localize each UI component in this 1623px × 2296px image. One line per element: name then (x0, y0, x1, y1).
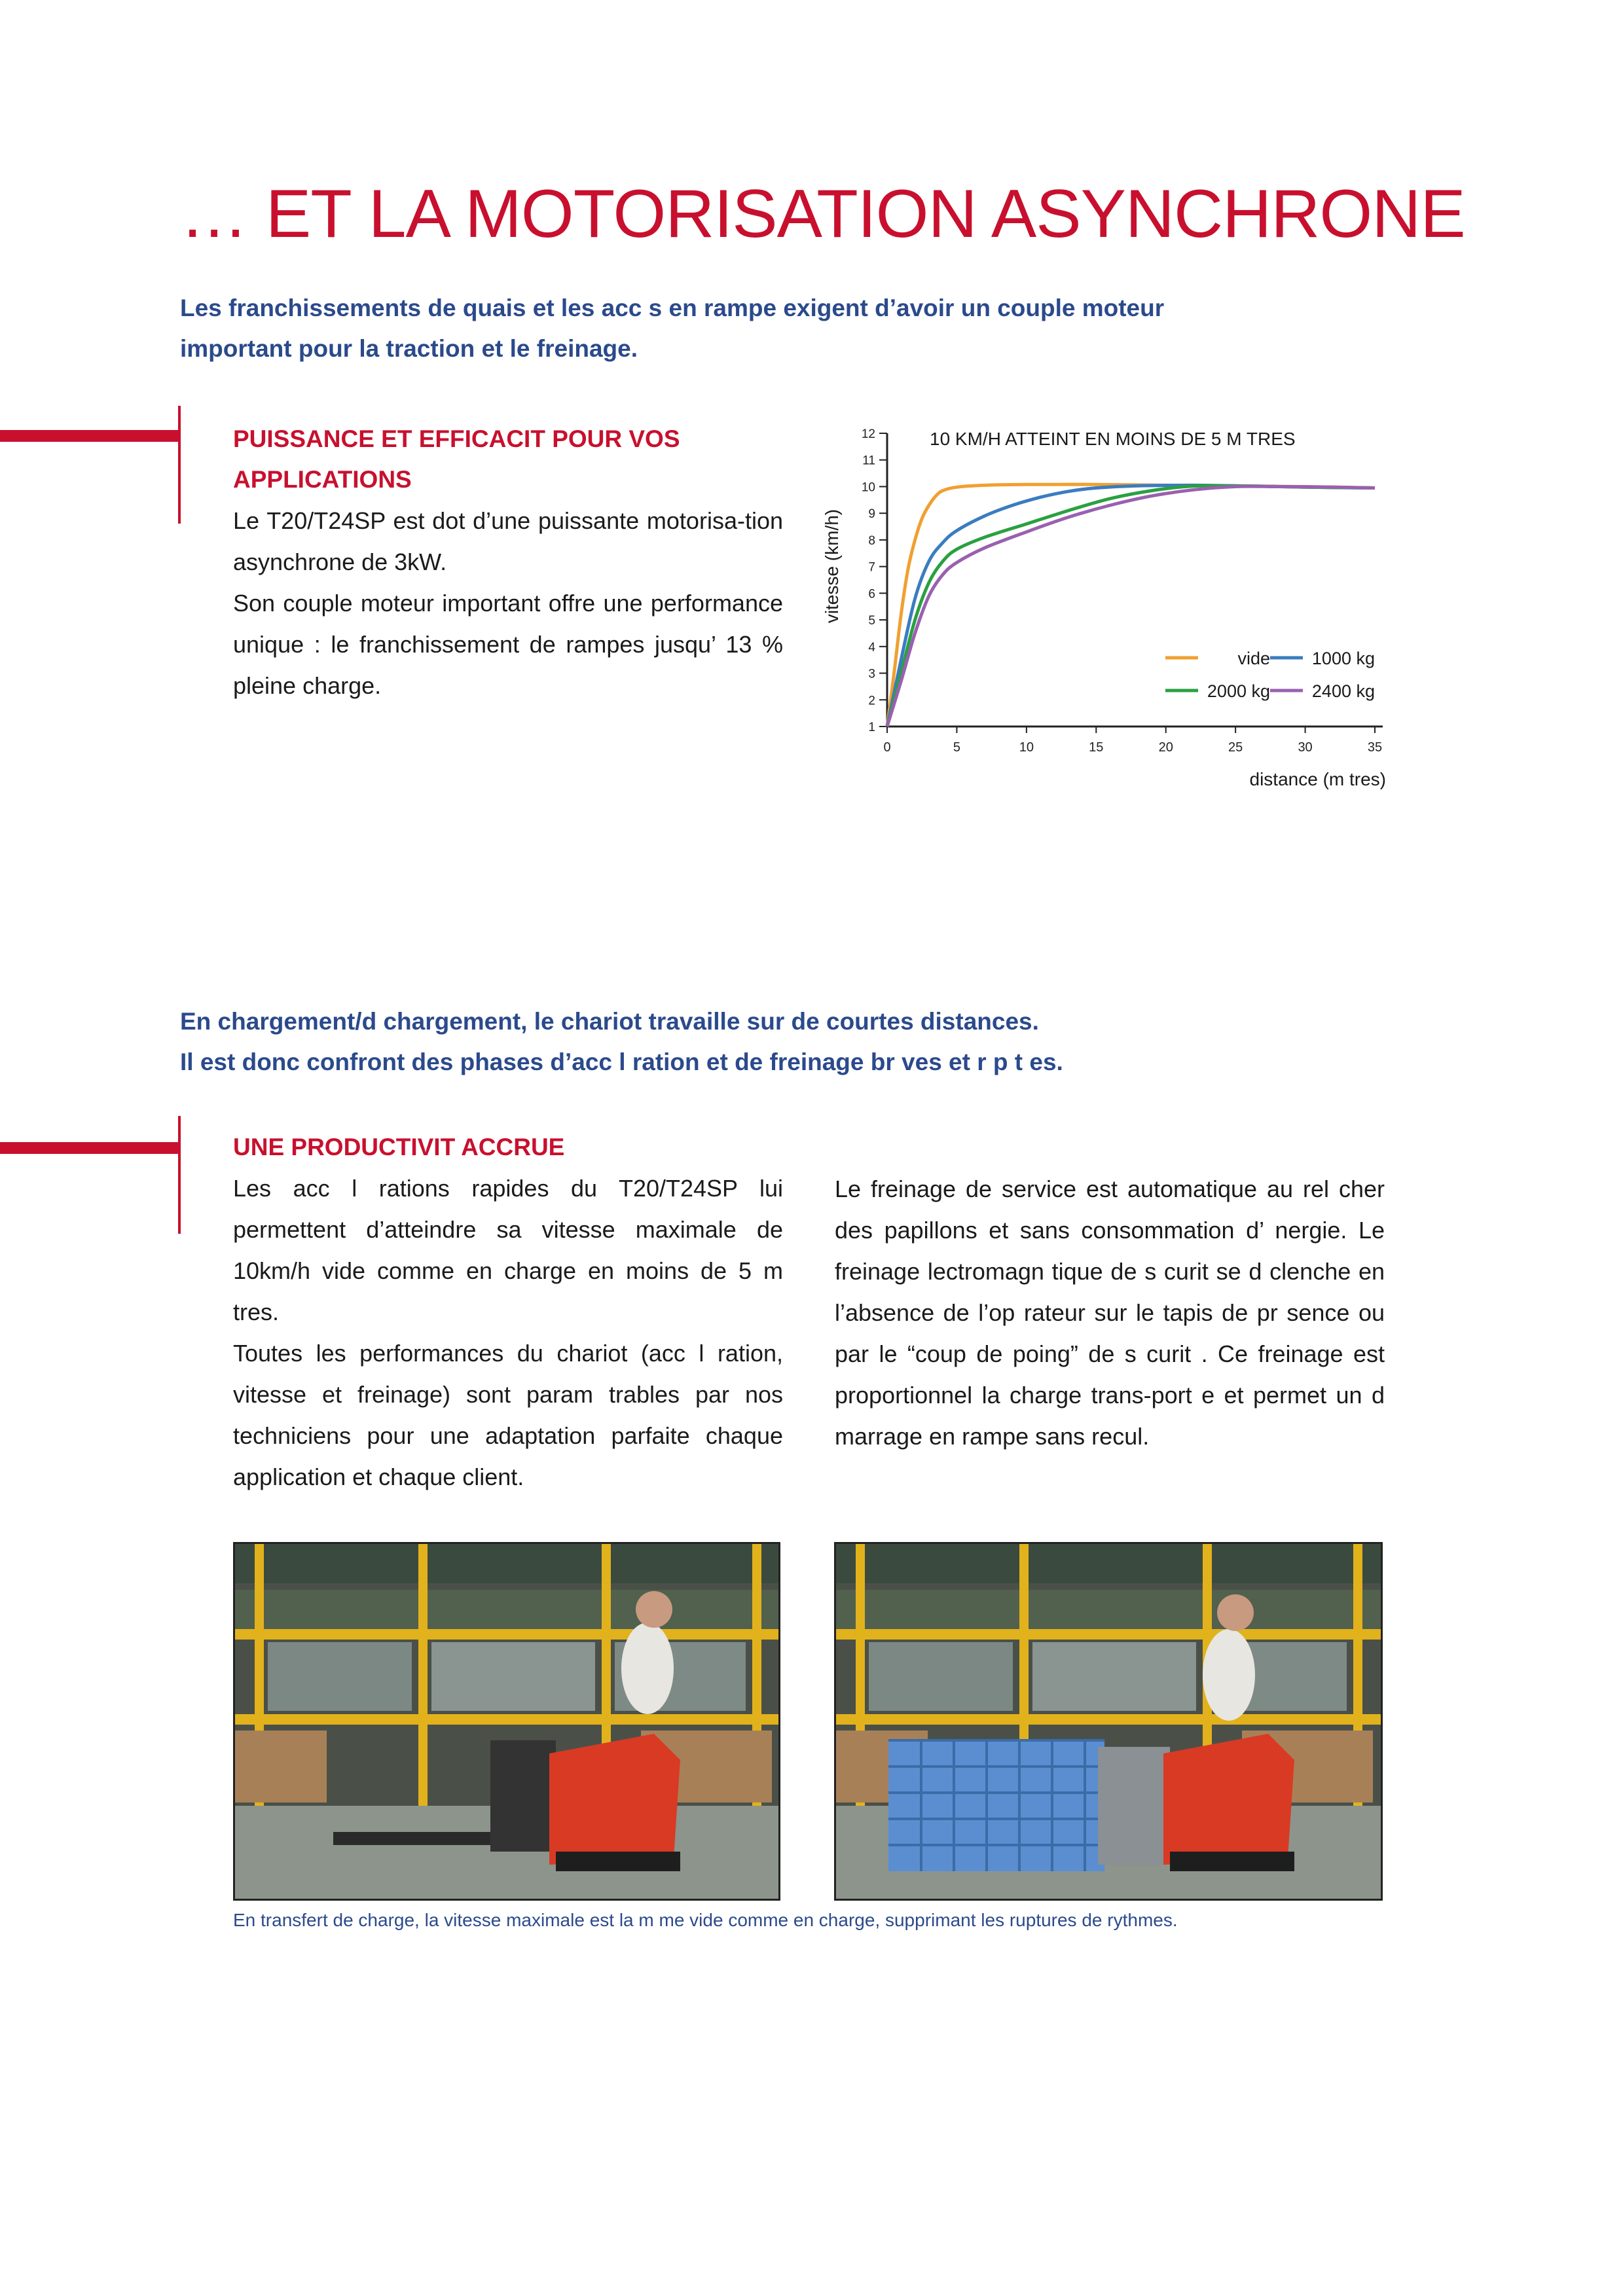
x-tick-label: 5 (953, 740, 960, 755)
intro-line: En chargement/d chargement, le chariot travaille sur de courtes distances. (180, 1008, 1039, 1035)
body-paragraph: Les acc l rations rapides du T20/T24SP lui permettent d’atteindre sa vitesse maximale de 10km/h vide comme en charge en moins de 5 m tres. (233, 1175, 783, 1325)
body-paragraph: Le T20/T24SP est dot d’une puissante motorisa-tion asynchrone de 3kW. (233, 507, 783, 575)
x-tick-label: 15 (1089, 740, 1104, 755)
legend-label: vide (1237, 649, 1270, 668)
y-tick-label: 11 (862, 454, 875, 468)
section-heading (233, 419, 783, 500)
body-paragraph: Toutes les performances du chariot (acc l ration, vitesse et freinage) sont param trables par nos techniciens pour une adaptation parfaite chaque application et chaque client. (233, 1340, 783, 1490)
y-tick-label: 2 (868, 694, 875, 708)
y-tick-label: 1 (868, 721, 875, 734)
legend-label: 2000 kg (1207, 681, 1270, 701)
chart-title: 10 KM/H ATTEINT EN MOINS DE 5 M TRES (930, 429, 1296, 449)
body-paragraph: Le freinage de service est automatique au rel cher des papillons et sans consommation d’ nergie. Le freinage lectromagn tique de s curit se d clenche en l’absence de l’op rateur sur le tapis de pr sence ou par le “coup de poing” de s curit . Ce freinage est proportionnel la charge trans-port e et permet un d marrage en rampe sans recul. (835, 1175, 1385, 1450)
y-tick-label: 7 (868, 560, 875, 575)
y-tick-label: 6 (868, 587, 875, 601)
y-tick-label: 12 (861, 427, 875, 441)
section-marker-bar (0, 430, 178, 442)
heading-line: APPLICATIONS (233, 466, 412, 493)
chart-x-axis-label: distance (m tres) (1249, 769, 1386, 789)
section-braking (835, 1168, 1385, 1457)
intro-line: Il est donc confront des phases d’acc l ration et de freinage br ves et r p t es. (180, 1049, 1063, 1075)
intro-line: important pour la traction et le freinage. (180, 335, 638, 362)
y-tick-label: 8 (868, 533, 875, 548)
intro-paragraph-2 (180, 1001, 1293, 1083)
section-heading: UNE PRODUCTIVIT ACCRUE (233, 1134, 565, 1160)
page-title: … ET LA MOTORISATION ASYNCHRONE (180, 176, 1465, 252)
chart-legend (1165, 649, 1375, 701)
section-power-efficiency (233, 419, 783, 706)
body-paragraph: Son couple moteur important offre une performance unique : le franchissement de rampes jusqu’ 13 % pleine charge. (233, 590, 783, 699)
legend-label: 2400 kg (1311, 681, 1375, 701)
x-tick-label: 25 (1228, 740, 1243, 755)
heading-line: PUISSANCE ET EFFICACIT POUR VOS (233, 425, 680, 452)
speed-distance-chart (812, 419, 1597, 798)
section-body (233, 500, 783, 706)
legend-label: 1000 kg (1311, 649, 1375, 668)
x-tick-label: 35 (1367, 740, 1383, 755)
section-marker-line (178, 406, 181, 524)
warehouse-photo-empty-truck (233, 1542, 780, 1901)
section-productivity (233, 1127, 783, 1498)
chart-axes (862, 427, 1383, 755)
chart-y-axis-label: vitesse (km/h) (822, 509, 842, 624)
section-marker-bar (0, 1142, 178, 1154)
y-tick-label: 3 (868, 667, 875, 681)
x-tick-label: 10 (1019, 740, 1034, 755)
x-tick-label: 30 (1298, 740, 1313, 755)
y-tick-label: 5 (868, 614, 875, 628)
section-marker-line (178, 1116, 181, 1234)
photo-caption: En transfert de charge, la vitesse maximale est la m me vide comme en charge, supprimant les ruptures de rythmes. (233, 1910, 1178, 1930)
x-tick-label: 20 (1158, 740, 1173, 755)
intro-line: Les franchissements de quais et les acc s en rampe exigent d’avoir un couple moteur (180, 295, 1165, 321)
warehouse-photo-loaded-truck (834, 1542, 1383, 1901)
y-tick-label: 10 (861, 480, 875, 495)
y-tick-label: 4 (868, 640, 875, 655)
intro-paragraph-1 (180, 288, 1293, 369)
section-body (233, 1168, 783, 1498)
x-tick-label: 0 (883, 740, 891, 755)
y-tick-label: 9 (868, 507, 875, 522)
